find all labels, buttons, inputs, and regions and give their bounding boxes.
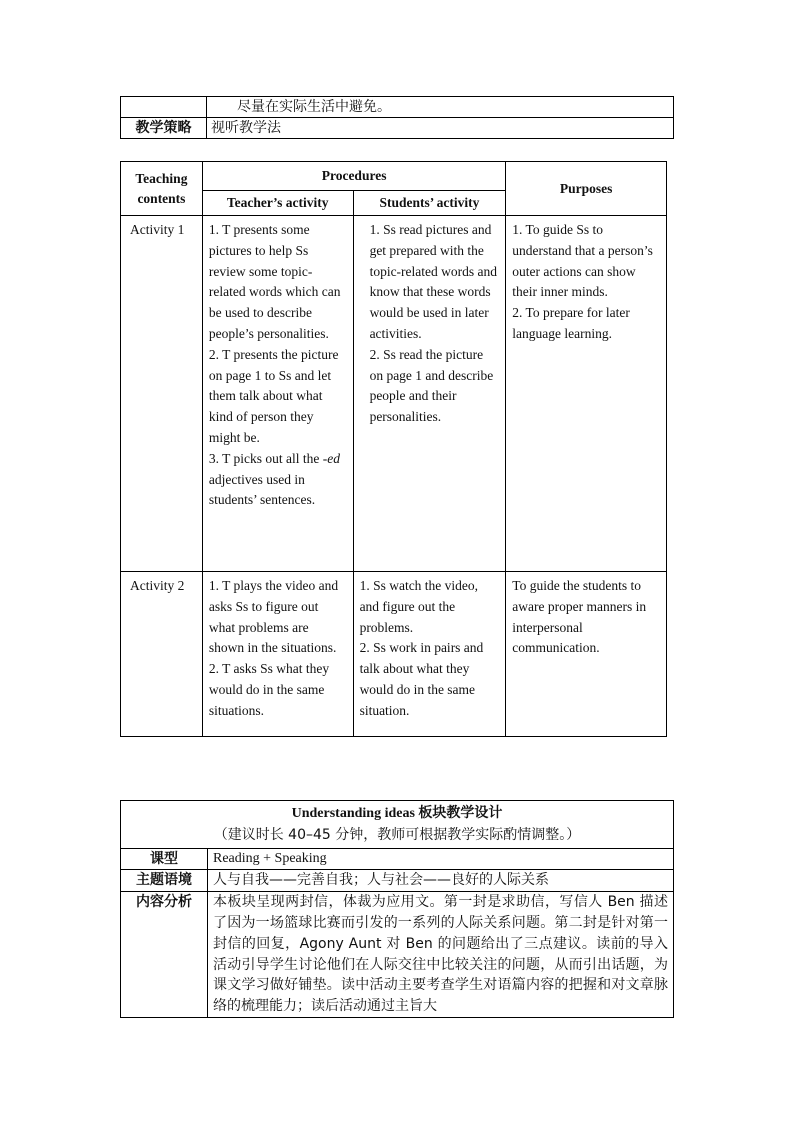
row-value: 视听教学法	[207, 118, 674, 139]
table-row	[121, 892, 674, 1018]
students-activity-cell: 1. Ss read pictures and get prepared with the topic-related words and know that these words would be used in later activities. 2. Ss read the picture on page 1 and describe people and their personalities.	[353, 216, 506, 572]
header-purposes: Purposes	[506, 162, 667, 216]
table-row	[121, 97, 674, 118]
row-label: 课型	[121, 848, 208, 870]
table-cell-text: 尽量在实际生活中避免。	[207, 97, 674, 118]
purposes-cell: 1. To guide Ss to understand that a person’s outer actions can show their inner minds. 2. To prepare for later language learning.	[506, 216, 667, 572]
purposes-cell: To guide the students to aware proper manners in interpersonal communication.	[506, 572, 667, 737]
row-label: 内容分析	[121, 892, 208, 1018]
row-value: Reading + Speaking	[208, 848, 674, 870]
table-title-row	[121, 801, 674, 849]
table-row	[121, 216, 667, 572]
strategy-table	[120, 96, 674, 139]
teacher-activity-cell	[202, 216, 353, 572]
activity-label: Activity 2	[121, 572, 203, 737]
header-students-activity: Students’ activity	[353, 191, 506, 216]
italic-suffix: -ed	[322, 450, 341, 466]
students-activity-cell: 1. Ss watch the video, and figure out the problems. 2. Ss work in pairs and talk about what they would do in the same situation.	[353, 572, 506, 737]
row-label: 教学策略	[121, 118, 207, 139]
table-title: Understanding ideas 板块教学设计	[291, 805, 503, 821]
header-teacher-activity: Teacher’s activity	[202, 191, 353, 216]
table-cell-empty	[121, 97, 207, 118]
procedures-table	[120, 161, 667, 737]
teacher-activity-cell: 1. T plays the video and asks Ss to figure out what problems are shown in the situations. 2. T asks Ss what they would do in the same situations.	[202, 572, 353, 737]
teacher-activity-text: adjectives used in students’ sentences.	[208, 471, 316, 508]
teacher-activity-text: 1. T presents some pictures to help Ss review some topic-related words which can be used to describe people’s personalities. 2. T presents the picture on page 1 to Ss and let them talk about what kind of person they might be. 3. T picks out all the	[208, 222, 341, 466]
table-subtitle: （建议时长 40–45 分钟，教师可根据教学实际酌情调整。）	[213, 826, 581, 843]
table-title-cell	[121, 801, 674, 849]
table-header-row	[121, 162, 667, 191]
activity-label: Activity 1	[121, 216, 203, 572]
table-row	[121, 848, 674, 870]
table-row	[121, 870, 674, 892]
table-row	[121, 572, 667, 737]
header-procedures: Procedures	[202, 162, 505, 191]
row-value: 人与自我——完善自我；人与社会——良好的人际关系	[208, 870, 674, 892]
row-label: 主题语境	[121, 870, 208, 892]
lesson-design-table	[120, 800, 674, 1018]
row-value: 本板块呈现两封信，体裁为应用文。第一封是求助信，写信人 Ben 描述了因为一场篮球比赛而引发的一系列的人际关系问题。第二封是针对第一封信的回复，Agony Aunt 对 Ben 的问题给出了三点建议。读前的导入活动引导学生讨论他们在人际交往中比较关注的问题，从而引出话题，为课文学习做好铺垫。读中活动主要考查学生对语篇内容的把握和对文章脉络的梳理能力；读后活动通过主旨大	[208, 892, 674, 1018]
header-teaching-contents: Teaching contents	[121, 162, 203, 216]
table-row	[121, 118, 674, 139]
